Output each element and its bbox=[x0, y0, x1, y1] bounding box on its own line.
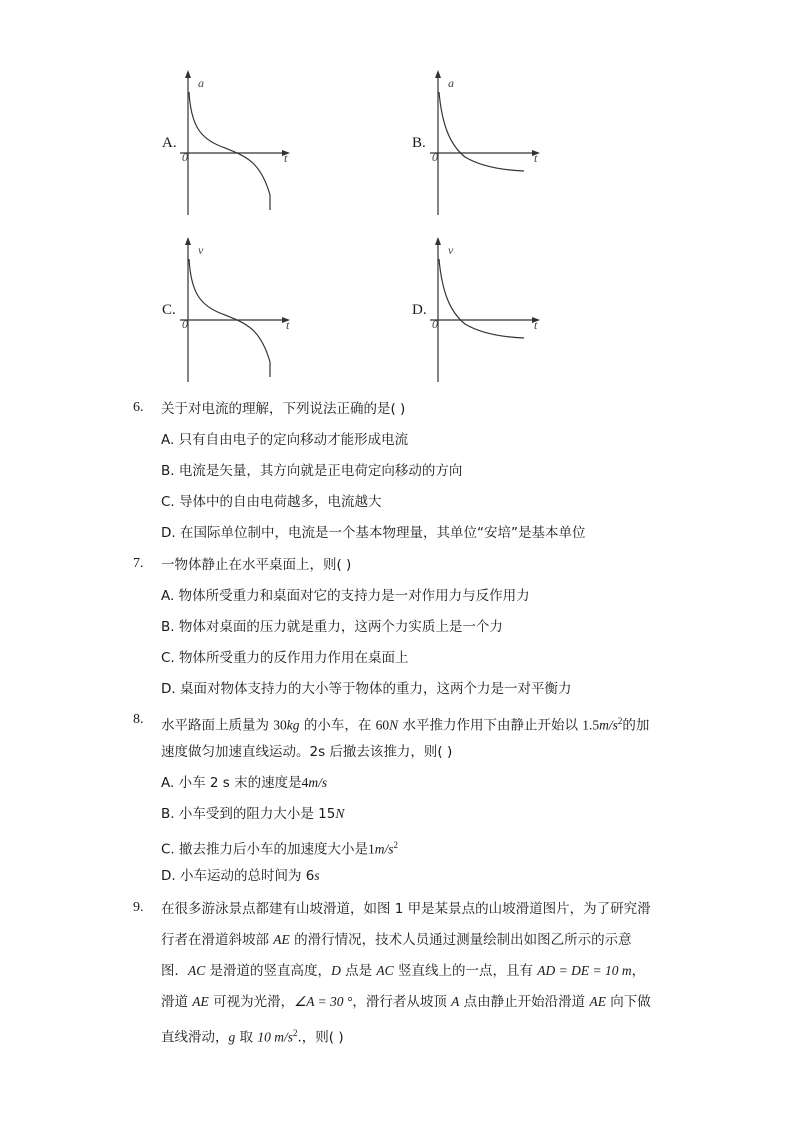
question-8-stem-line1 bbox=[161, 711, 649, 736]
q8-text: 水平路面上质量为 bbox=[161, 717, 274, 734]
q9-text: 是滑道的竖直高度， bbox=[205, 963, 332, 979]
q9-g-sup: 2 bbox=[292, 1028, 298, 1038]
q9-text: .，则( ) bbox=[297, 1029, 344, 1046]
graph-d bbox=[410, 237, 550, 387]
q9-text: 滑道 bbox=[161, 994, 193, 1010]
graph-d-x-label: t bbox=[534, 318, 538, 332]
q8-force-unit: N bbox=[389, 717, 399, 733]
q9-text: 向下做 bbox=[605, 994, 651, 1010]
q8-option-c-sup: 2 bbox=[393, 840, 399, 850]
q9-ac2: AC bbox=[376, 963, 394, 978]
question-7-option-a[interactable]: A. 物体所受重力和桌面对它的支持力是一对作用力与反作用力 bbox=[161, 588, 530, 604]
question-9-line1: 在很多游泳景点都建有山坡滑道，如图 1 甲是某景点的山坡滑道图片，为了研究滑 bbox=[161, 901, 651, 917]
q8-option-c-value: 1 bbox=[368, 841, 375, 857]
graph-c-origin-label: 0 bbox=[182, 317, 188, 331]
q9-g-value: 10 m/s bbox=[257, 1029, 293, 1045]
question-8-option-a[interactable] bbox=[161, 773, 327, 793]
graph-b-x-label: t bbox=[534, 151, 538, 165]
question-9-line4 bbox=[161, 992, 651, 1012]
q9-text: ， bbox=[631, 963, 646, 979]
q9-text: 直线滑动， bbox=[161, 1029, 229, 1046]
q8-text: 水平推力作用下由静止开始以 bbox=[398, 717, 583, 734]
graph-c-plot bbox=[160, 237, 300, 387]
q8-acc-unit: m/s bbox=[599, 717, 618, 733]
graph-d-letter: D. bbox=[412, 302, 427, 318]
q8-option-c-unit: m/s bbox=[374, 841, 394, 857]
question-8-number: 8. bbox=[133, 712, 144, 727]
graph-b-letter: B. bbox=[412, 135, 426, 151]
q8-option-d-unit: s bbox=[314, 868, 320, 883]
graph-b-y-label: a bbox=[448, 76, 454, 90]
graph-c bbox=[160, 237, 300, 387]
q8-mass-unit: kg bbox=[286, 717, 300, 733]
question-9-line3 bbox=[161, 961, 645, 981]
graph-c-y-label: v bbox=[198, 243, 204, 257]
q9-text: ，滑行者从坡顶 bbox=[352, 994, 452, 1010]
graph-b bbox=[410, 70, 550, 220]
q8-option-c-text: C. 撤去推力后小车的加速度大小是 bbox=[161, 841, 369, 858]
q9-ae: AE bbox=[192, 994, 209, 1009]
graph-c-x-label: t bbox=[286, 318, 290, 332]
q9-text: 行者在滑道斜坡部 bbox=[161, 932, 274, 948]
question-9-line2 bbox=[161, 930, 632, 950]
graph-b-plot bbox=[410, 70, 550, 220]
graph-d-plot bbox=[410, 237, 550, 387]
graph-a-x-label: t bbox=[284, 151, 288, 165]
q9-ae2: AE bbox=[589, 994, 606, 1009]
graph-a-letter: A. bbox=[162, 135, 177, 151]
graph-a-origin-label: 0 bbox=[182, 150, 188, 164]
question-7-option-b[interactable]: B. 物体对桌面的压力就是重力，这两个力实质上是一个力 bbox=[161, 619, 503, 635]
q9-equation: AD = DE = 10 m bbox=[537, 963, 632, 978]
q9-text: 的滑行情况，技术人员通过测量绘制出如图乙所示的示意 bbox=[289, 932, 632, 948]
question-7-stem: 一物体静止在水平桌面上，则( ) bbox=[161, 557, 352, 573]
q9-text: 可视为光滑， bbox=[208, 994, 295, 1010]
graph-a-plot bbox=[160, 70, 290, 220]
question-7-number: 7. bbox=[133, 556, 144, 571]
graph-d-y-label: v bbox=[448, 243, 454, 257]
graph-a-y-label: a bbox=[198, 76, 204, 90]
question-6-stem: 关于对电流的理解，下列说法正确的是( ) bbox=[161, 401, 406, 417]
question-6-number: 6. bbox=[133, 400, 144, 415]
q8-option-a-value: 4 bbox=[301, 775, 309, 790]
question-9-line5 bbox=[161, 1023, 344, 1048]
q9-ac: AC bbox=[188, 963, 206, 978]
q8-force-value: 60 bbox=[375, 717, 390, 733]
q8-text: 的小车，在 bbox=[299, 717, 376, 734]
q9-d: D bbox=[331, 963, 341, 978]
q9-text: 竖直线上的一点，且有 bbox=[393, 963, 538, 979]
q8-option-b-text: B. 小车受到的阻力大小是 15 bbox=[161, 806, 336, 822]
question-8-option-d[interactable] bbox=[161, 866, 320, 886]
q8-mass-value: 30 bbox=[273, 717, 287, 733]
graph-d-origin-label: 0 bbox=[432, 317, 438, 331]
question-6-option-a[interactable]: A. 只有自由电子的定向移动才能形成电流 bbox=[161, 432, 409, 448]
question-6-option-d[interactable]: D. 在国际单位制中，电流是一个基本物理量，其单位“安培”是基本单位 bbox=[161, 525, 586, 541]
q9-ae: AE bbox=[273, 932, 290, 947]
graph-c-letter: C. bbox=[162, 302, 176, 318]
q9-g: g bbox=[228, 1029, 236, 1045]
graph-a bbox=[160, 70, 290, 220]
question-7-option-d[interactable]: D. 桌面对物体支持力的大小等于物体的重力，这两个力是一对平衡力 bbox=[161, 681, 572, 697]
q9-angle: ∠A = 30 ° bbox=[294, 994, 353, 1009]
q8-option-d-text: D. 小车运动的总时间为 6 bbox=[161, 868, 315, 884]
q9-text: 点由静止开始沿滑道 bbox=[459, 994, 590, 1010]
q8-option-a-unit: m/s bbox=[308, 775, 328, 790]
q8-acc-value: 1.5 bbox=[582, 717, 600, 733]
question-6-option-c[interactable]: C. 导体中的自由电荷越多，电流越大 bbox=[161, 494, 382, 510]
q8-acc-sup: 2 bbox=[617, 716, 623, 726]
q9-point-a: A bbox=[451, 994, 460, 1009]
q8-text: 的加 bbox=[622, 717, 650, 734]
question-8-option-c[interactable] bbox=[161, 835, 398, 860]
question-6-option-b[interactable]: B. 电流是矢量，其方向就是正电荷定向移动的方向 bbox=[161, 463, 463, 479]
question-8-option-b[interactable] bbox=[161, 804, 344, 824]
question-8-stem-line2: 速度做匀加速直线运动。2s 后撤去该推力，则( ) bbox=[161, 744, 453, 760]
q8-option-a-text: A. 小车 2 s 末的速度是 bbox=[161, 775, 302, 791]
question-9-number: 9. bbox=[133, 900, 144, 915]
graph-b-origin-label: 0 bbox=[432, 150, 438, 164]
q8-option-b-unit: N bbox=[335, 806, 345, 821]
q9-text: 取 bbox=[235, 1029, 258, 1046]
question-7-option-c[interactable]: C. 物体所受重力的反作用力作用在桌面上 bbox=[161, 650, 409, 666]
q9-text: 点是 bbox=[340, 963, 377, 979]
q9-text: 图． bbox=[161, 963, 188, 979]
